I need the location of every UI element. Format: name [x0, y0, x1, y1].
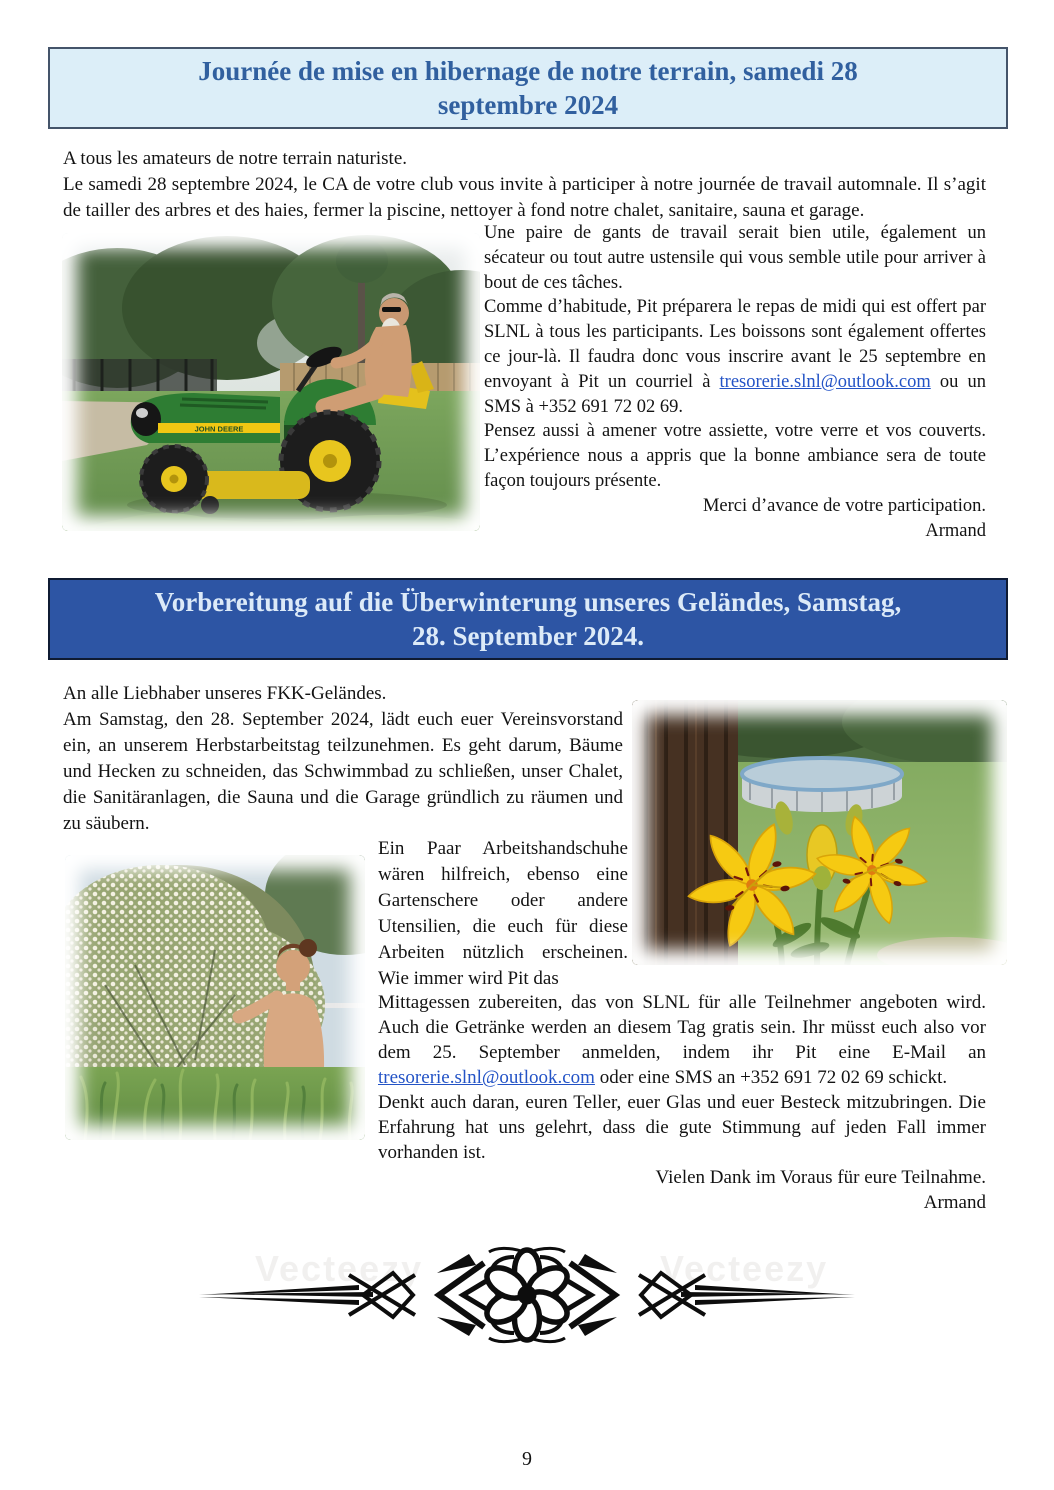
- fr-greeting: A tous les amateurs de notre terrain naturiste.: [63, 148, 408, 169]
- de-signature: Armand: [923, 1192, 986, 1213]
- fr-title-line-1: Journée de mise en hibernage de notre terrain, samedi 28: [198, 56, 858, 86]
- tractor-photo-illustration: [62, 233, 480, 531]
- lily-photo: [632, 700, 1007, 965]
- de-para-1: Ein Paar Arbeitshandschuhe wären hilfreich, ebenso eine Gartenschere oder andere Utensilien, die euch für diese Arbeiten nützlich erscheinen. Wie immer wird Pit das: [378, 838, 628, 989]
- lily-photo-illustration: [632, 700, 1007, 965]
- de-closing: Vielen Dank im Voraus für eure Teilnahme.: [655, 1167, 986, 1188]
- de-title-line-1: Vorbereitung auf die Überwinterung unseres Geländes, Samstag,: [154, 587, 902, 617]
- de-para-2-text-a: Mittagessen zubereiten, das von SLNL für alle Teilnehmer angeboten wird. Auch die Getränke werden an diesem Tag gratis sein. Ihr müsst euch also vor dem 25. September anmelden, indem ihr Pit eine E-Mail an: [378, 992, 986, 1063]
- tractor-photo: [62, 233, 480, 531]
- floral-divider-ornament: [197, 1240, 857, 1350]
- fr-closing: Merci d’avance de votre participation.: [702, 495, 986, 516]
- fr-section-header: [48, 47, 1008, 129]
- garden-photo: [65, 855, 365, 1140]
- fr-para-2-text-b: ou un SMS à +352 691 72 02 69.: [484, 371, 987, 417]
- page-number: 9: [522, 1448, 532, 1470]
- de-para-3: Denkt auch daran, euren Teller, euer Glas und euer Besteck mitzubringen. Die Erfahrung hat uns gelehrt, dass die gute Stimmung auf jeden Fall immer vorhanden ist.: [378, 1092, 986, 1163]
- de-title-line-2: 28. September 2024.: [412, 621, 644, 651]
- fr-intro: Le samedi 28 septembre 2024, le CA de votre club vous invite à participer à notre journée de travail automnale. Il s’agit de tailler des arbres et des haies, fermer la piscine, nettoyer à fond notre chalet, sanitaire, sauna et garage.: [63, 174, 986, 221]
- de-wide-column: [378, 990, 986, 1215]
- de-middle-column: [378, 836, 628, 992]
- fr-para-2: [484, 295, 986, 419]
- fr-title-line-2: septembre 2024: [437, 90, 619, 120]
- floral-divider-illustration: [197, 1240, 857, 1350]
- fr-signature: Armand: [925, 520, 986, 541]
- watermark-right: Vecteezy: [660, 1248, 829, 1289]
- tractor-brand-label: JOHN DEERE: [194, 424, 244, 434]
- garden-photo-illustration: [65, 855, 365, 1140]
- de-para-2-text-b: oder eine SMS an +352 691 72 02 69 schickt.: [594, 1067, 948, 1088]
- fr-para-3: Pensez aussi à amener votre assiette, votre verre et vos couverts. L’expérience nous a appris que la bonne ambiance sera de toute façon toujours présente.: [484, 421, 986, 491]
- fr-para-2-text-a: Comme d’habitude, Pit préparera le repas de midi qui est offert par SLNL à tous les participants. Les boissons sont également offertes ce jour-là. Il faudra donc vous inscrire avant le 25 septembre en envoyant à Pit un courriel à: [484, 297, 986, 392]
- fr-body-column: [484, 221, 986, 543]
- de-intro: Am Samstag, den 28. September 2024, lädt euch euer Vereinsvorstand ein, an unserem Herbstarbeitstag teilzunehmen. Es geht darum, Bäume und Hecken zu schneiden, das Schwimmbad zu schließen, unser Chalet, die Sanitäranlagen, die Sauna und die Garage gründlich zu räumen und zu säubern.: [63, 709, 623, 834]
- fr-intro-block: [63, 146, 986, 224]
- fr-email-link[interactable]: tresorerie.slnl@outlook.com: [719, 371, 931, 392]
- de-greeting: An alle Liebhaber unseres FKK-Geländes.: [63, 683, 387, 704]
- watermark-left: Vecteezy: [255, 1248, 424, 1289]
- de-section-header: [48, 578, 1008, 660]
- de-para-2: [378, 990, 986, 1090]
- fr-para-1: Une paire de gants de travail serait bien utile, également un sécateur ou tout autre ustensile qui vous semble utile pour arriver à bout de ces tâches.: [484, 223, 986, 293]
- de-email-link[interactable]: tresorerie.slnl@outlook.com: [378, 1067, 595, 1088]
- de-intro-block: [63, 681, 623, 837]
